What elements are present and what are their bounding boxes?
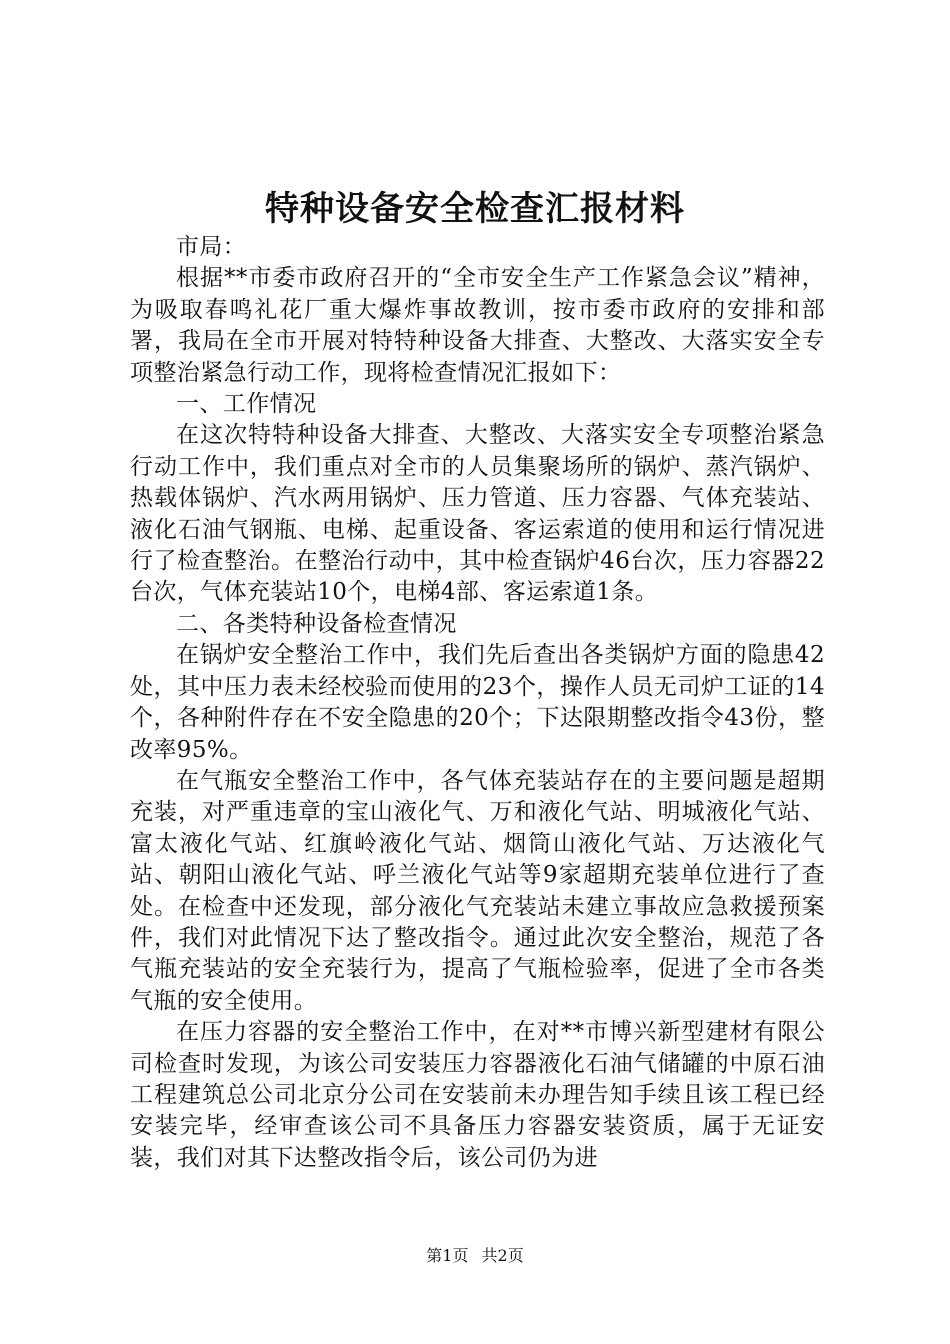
pressure-vessel-paragraph: 在压力容器的安全整治工作中，在对**市博兴新型建材有限公司检查时发现，为该公司安装压力容器液化石油气储罐的中原石油工程建筑总公司北京分公司在安装前未办理告知手续且该工程已经安装完毕，经审查该公司不具备压力容器安装资质，属于无证安装，我们对其下达整改指令后，该公司仍为进: [130, 1019, 825, 1171]
boiler-paragraph: 在锅炉安全整治工作中，我们先后查出各类锅炉方面的隐患42处，其中压力表未经校验而使用的23个，操作人员无司炉工证的14个，各种附件存在不安全隐患的20个；下达限期整改指令43份，整改率95%。: [130, 642, 825, 763]
page-footer: [0, 1244, 950, 1268]
section-heading-inspection: 二、各类特种设备检查情况: [176, 610, 457, 637]
page-number: 第1页: [426, 1246, 469, 1265]
intro-paragraph: 根据**市委市政府召开的“全市安全生产工作紧急会议”精神，为吸取春鸣礼花厂重大爆炸事故教训，按市委市政府的安排和部署，我局在全市开展对特特种设备大排查、大整改、大落实安全专项整治紧急行动工作，现将检查情况汇报如下：: [130, 265, 825, 386]
work-status-paragraph: 在这次特特种设备大排查、大整改、大落实安全专项整治紧急行动工作中，我们重点对全市的人员集聚场所的锅炉、蒸汽锅炉、热载体锅炉、汽水两用锅炉、压力管道、压力容器、气体充装站、液化石油气钢瓶、电梯、起重设备、客运索道的使用和运行情况进行了检查整治。在整治行动中，其中检查锅炉46台次，压力容器22台次，气体充装站10个，电梯4部、客运索道1条。: [130, 422, 825, 606]
document-title: 特种设备安全检查汇报材料: [265, 189, 685, 229]
gas-cylinder-paragraph: 在气瓶安全整治工作中，各气体充装站存在的主要问题是超期充装，对严重违章的宝山液化气、万和液化气站、明城液化气站、富太液化气站、红旗岭液化气站、烟筒山液化气站、万达液化气站、朝阳山液化气站、呼兰液化气站等9家超期充装单位进行了查处。在检查中还发现，部分液化气充装站未建立事故应急救援预案件，我们对此情况下达了整改指令。通过此次安全整治，规范了各气瓶充装站的安全充装行为，提高了气瓶检验率，促进了全市各类气瓶的安全使用。: [130, 767, 825, 1014]
document-body: [130, 232, 825, 1174]
salutation: 市局：: [176, 234, 247, 260]
page-total: 共2页: [481, 1246, 524, 1265]
section-heading-work-status: 一、工作情况: [176, 391, 317, 418]
